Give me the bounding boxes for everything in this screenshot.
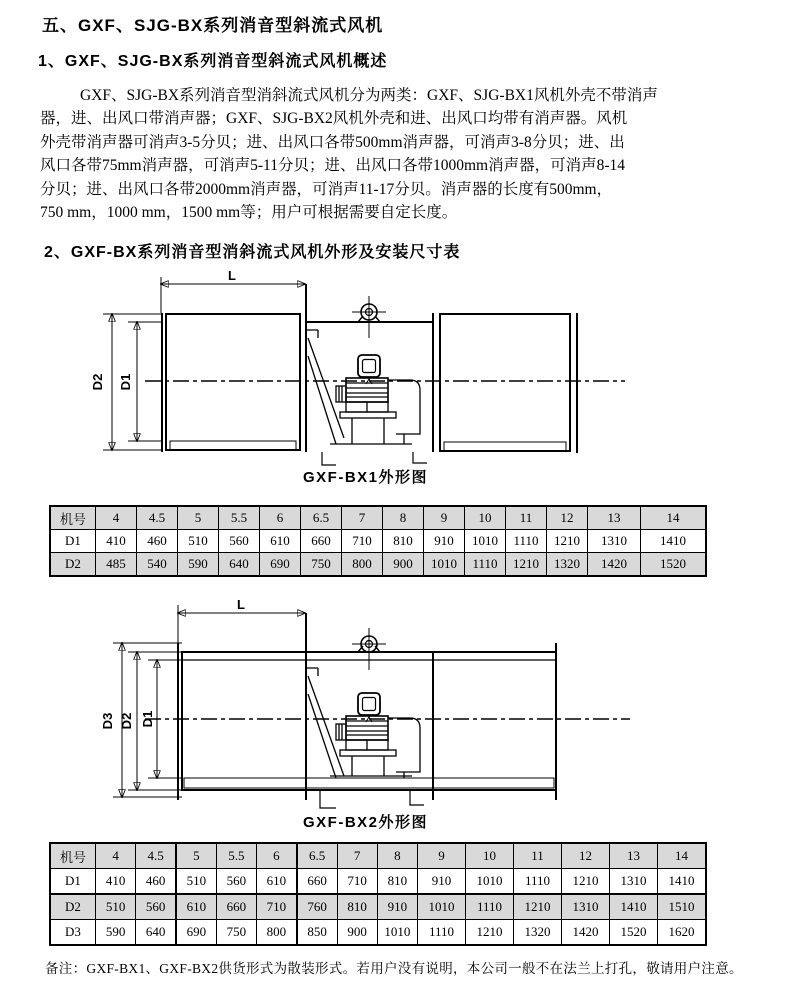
size-header-cell: 5.5 <box>219 506 260 530</box>
leader-mark <box>320 790 336 808</box>
gxf-bx2-outline-drawing <box>0 595 800 840</box>
size-header-cell: 14 <box>641 506 707 530</box>
motor-junction-box <box>358 693 380 722</box>
dimension-value-cell: 1520 <box>641 553 707 577</box>
dimension-value-cell: 1410 <box>610 894 658 920</box>
dimension-value-cell: 1210 <box>514 894 562 920</box>
size-header-cell: 4.5 <box>136 843 176 869</box>
row-label-cell: D1 <box>50 869 96 895</box>
dimension-value-cell: 1510 <box>658 894 707 920</box>
dimension-value-cell: 560 <box>219 530 260 553</box>
size-header-cell: 4.5 <box>137 506 178 530</box>
row-label-cell: D2 <box>50 553 96 577</box>
dimension-value-cell: 1410 <box>641 530 707 553</box>
dimension-value-cell: 760 <box>297 894 337 920</box>
dimension-value-cell: 485 <box>96 553 137 577</box>
leader-mark <box>413 452 427 463</box>
dimension-value-cell: 900 <box>383 553 424 577</box>
paragraph-line: 器，进、出风口带消声器；GXF、SJG-BX2风机外壳和进、出风口均带有消声器。风机 <box>40 110 628 128</box>
dimension-value-cell: 1010 <box>418 894 466 920</box>
dimension-value-cell: 1310 <box>610 869 658 895</box>
dim-D1-label: D1 <box>140 710 155 728</box>
dimension-value-cell: 1210 <box>562 869 610 895</box>
paragraph-line: 分贝；进、出风口各带2000mm消声器，可消声11-17分贝。消声器的长度有500mm， <box>40 180 613 198</box>
table-header-row <box>50 506 706 530</box>
size-header-cell: 12 <box>562 843 610 869</box>
section2-heading: 2、GXF-BX系列消音型消斜流式风机外形及安装尺寸表 <box>44 244 461 261</box>
size-header-cell: 4 <box>96 843 136 869</box>
dimension-value-cell: 850 <box>297 920 337 946</box>
dim-D2-label: D2 <box>119 712 134 730</box>
size-header-cell: 8 <box>377 843 417 869</box>
size-header-cell: 13 <box>610 843 658 869</box>
dimension-value-cell: 810 <box>383 530 424 553</box>
dimension-value-cell: 610 <box>257 869 297 895</box>
row-label-cell: D2 <box>50 894 96 920</box>
dimension-value-cell: 410 <box>96 869 136 895</box>
dimension-value-cell: 910 <box>377 894 417 920</box>
dimension-value-cell: 1110 <box>465 553 506 577</box>
dim-L-label: L <box>228 268 236 283</box>
dimension-value-cell: 1110 <box>514 869 562 895</box>
dimension-value-cell: 1320 <box>547 553 588 577</box>
dimension-value-cell: 1010 <box>424 553 465 577</box>
dimension-value-cell: 710 <box>337 869 377 895</box>
size-header-cell: 12 <box>547 506 588 530</box>
dimension-value-cell: 560 <box>216 869 256 895</box>
dimension-value-cell: 510 <box>96 894 136 920</box>
motor-junction-box <box>358 355 380 384</box>
dimension-value-cell: 1210 <box>506 553 547 577</box>
dimension-value-cell: 1520 <box>610 920 658 946</box>
overview-paragraph <box>40 84 764 224</box>
dimension-value-cell: 1310 <box>562 894 610 920</box>
paragraph-line: 750 mm，1000 mm，1500 mm等；用户可根据需要自定长度。 <box>40 204 458 222</box>
table-row <box>50 530 706 553</box>
dimension-value-cell: 1110 <box>466 894 514 920</box>
row-label-cell: D1 <box>50 530 96 553</box>
size-header-cell: 6 <box>257 843 297 869</box>
dimension-table-bx2 <box>49 842 707 946</box>
dimension-value-cell: 1110 <box>506 530 547 553</box>
silencer-liner-hatch <box>444 442 566 451</box>
dim-D1-label: D1 <box>118 373 133 391</box>
gxf-bx1-caption: GXF-BX1外形图 <box>303 469 429 486</box>
dimension-value-cell: 1110 <box>418 920 466 946</box>
size-header-cell: 10 <box>465 506 506 530</box>
outlet-silencer-box <box>440 314 570 451</box>
dimension-value-cell: 750 <box>216 920 256 946</box>
dim-L-label: L <box>237 597 245 612</box>
motor-assembly <box>306 330 420 444</box>
dimension-value-cell: 810 <box>377 869 417 895</box>
dimension-value-cell: 460 <box>136 869 176 895</box>
size-header-cell: 7 <box>337 843 377 869</box>
dimension-value-cell: 710 <box>257 894 297 920</box>
dimension-value-cell: 510 <box>176 869 216 895</box>
size-header-cell: 6 <box>260 506 301 530</box>
dimension-value-cell: 640 <box>136 920 176 946</box>
dimension-value-cell: 590 <box>96 920 136 946</box>
dimension-value-cell: 690 <box>260 553 301 577</box>
paragraph-line: 风口各带75mm消声器，可消声5-11分贝；进、出风口各带1000mm消声器，可消声8-14 <box>40 157 625 175</box>
dimension-value-cell: 1420 <box>562 920 610 946</box>
dimension-value-cell: 1420 <box>588 553 641 577</box>
footnote: 备注：GXF-BX1、GXF-BX2供货形式为散装形式。若用户没有说明，本公司一般不在法兰上打孔，敬请用户注意。 <box>45 961 743 976</box>
dimension-value-cell: 510 <box>178 530 219 553</box>
size-header-cell: 11 <box>514 843 562 869</box>
gxf-bx2-caption: GXF-BX2外形图 <box>303 814 429 831</box>
dimension-value-cell: 910 <box>418 869 466 895</box>
size-header-cell: 5 <box>178 506 219 530</box>
size-header-cell: 6.5 <box>301 506 342 530</box>
dimension-table-bx1 <box>49 505 707 577</box>
dimension-value-cell: 1620 <box>658 920 707 946</box>
dimension-value-cell: 1210 <box>466 920 514 946</box>
leader-mark <box>410 790 424 805</box>
size-header-cell: 10 <box>466 843 514 869</box>
dimension-value-cell: 410 <box>96 530 137 553</box>
dimension-value-cell: 690 <box>176 920 216 946</box>
dimension-value-cell: 640 <box>219 553 260 577</box>
dimension-value-cell: 610 <box>260 530 301 553</box>
leader-mark <box>322 452 336 465</box>
dimension-value-cell: 660 <box>216 894 256 920</box>
dimension-value-cell: 590 <box>178 553 219 577</box>
paragraph-line: GXF、SJG-BX系列消音型消斜流式风机分为两类：GXF、SJG-BX1风机外壳不带消声 <box>80 87 658 104</box>
size-header-cell: 9 <box>418 843 466 869</box>
size-header-cell: 5 <box>176 843 216 869</box>
table-row <box>50 920 706 946</box>
size-header-cell: 5.5 <box>216 843 256 869</box>
page-title: 五、GXF、SJG-BX系列消音型斜流式风机 <box>42 16 384 35</box>
size-header-cell: 11 <box>506 506 547 530</box>
row-label-cell: D3 <box>50 920 96 946</box>
dimension-value-cell: 610 <box>176 894 216 920</box>
dim-D3-label: D3 <box>100 712 115 730</box>
dimension-value-cell: 560 <box>136 894 176 920</box>
table-row <box>50 869 706 895</box>
size-header-cell: 6.5 <box>297 843 337 869</box>
dimension-value-cell: 1010 <box>465 530 506 553</box>
inlet-silencer-box <box>166 314 300 450</box>
dimension-value-cell: 660 <box>301 530 342 553</box>
dimension-value-cell: 900 <box>337 920 377 946</box>
lifting-eyebolt <box>352 296 386 338</box>
dimension-value-cell: 1410 <box>658 869 707 895</box>
lifting-eyebolt <box>352 628 386 670</box>
size-header-cell: 8 <box>383 506 424 530</box>
corner-header-cell: 机号 <box>50 506 96 530</box>
dimension-value-cell: 660 <box>297 869 337 895</box>
dimension-value-cell: 800 <box>257 920 297 946</box>
motor-assembly <box>306 668 420 778</box>
dimension-value-cell: 1010 <box>466 869 514 895</box>
table-header-row <box>50 843 706 869</box>
dimension-value-cell: 750 <box>301 553 342 577</box>
dimension-value-cell: 710 <box>342 530 383 553</box>
paragraph-line: 外壳带消声器可消声3-5分贝；进、出风口各带500mm消声器，可消声3-8分贝；进、出 <box>40 133 625 151</box>
size-header-cell: 4 <box>96 506 137 530</box>
silencer-liner-hatch <box>170 441 296 450</box>
dim-D2-label: D2 <box>90 373 105 391</box>
section1-heading: 1、GXF、SJG-BX系列消音型斜流式风机概述 <box>38 53 388 70</box>
size-header-cell: 7 <box>342 506 383 530</box>
table-row <box>50 894 706 920</box>
dimension-value-cell: 810 <box>337 894 377 920</box>
dimension-value-cell: 460 <box>137 530 178 553</box>
dimension-value-cell: 910 <box>424 530 465 553</box>
table-row <box>50 553 706 577</box>
size-header-cell: 9 <box>424 506 465 530</box>
dimension-value-cell: 1320 <box>514 920 562 946</box>
size-header-cell: 14 <box>658 843 707 869</box>
corner-header-cell: 机号 <box>50 843 96 869</box>
size-header-cell: 13 <box>588 506 641 530</box>
dimension-value-cell: 800 <box>342 553 383 577</box>
dimension-value-cell: 1010 <box>377 920 417 946</box>
dimension-value-cell: 1210 <box>547 530 588 553</box>
dimension-value-cell: 1310 <box>588 530 641 553</box>
dimension-value-cell: 540 <box>137 553 178 577</box>
silencer-liner-hatch <box>184 778 554 788</box>
